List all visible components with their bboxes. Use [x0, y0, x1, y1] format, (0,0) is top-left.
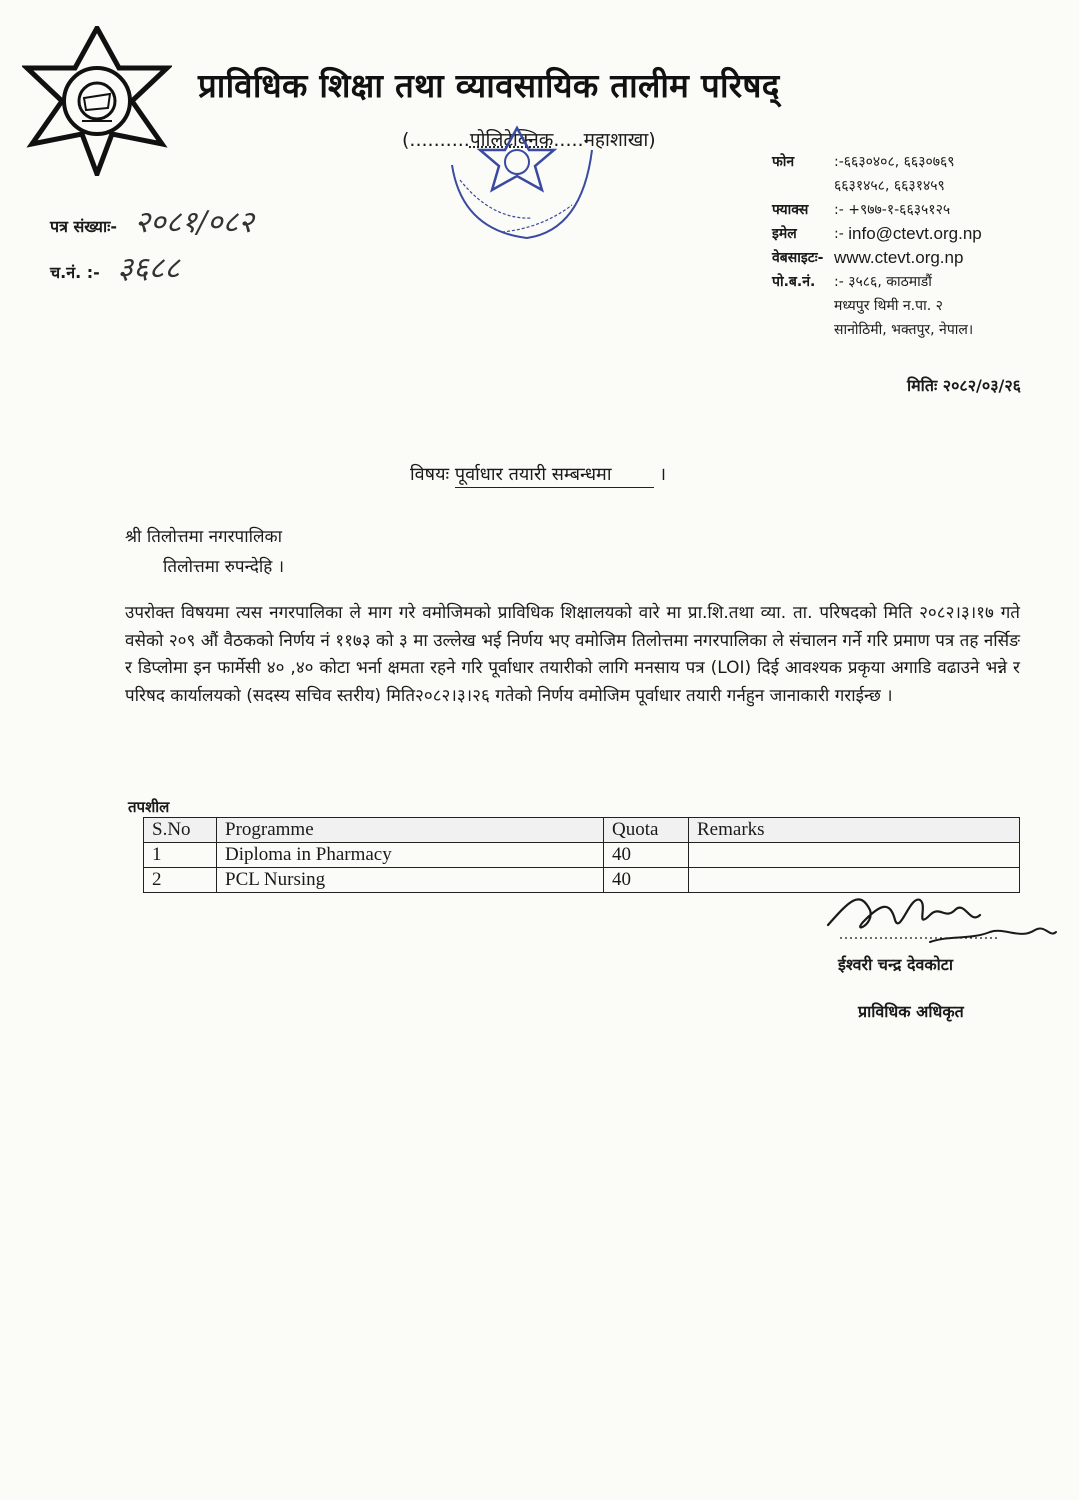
fax-label: फ्याक्स	[772, 202, 809, 218]
chalani-number-label: च.नं. :-	[50, 263, 100, 282]
phone-row-2	[772, 174, 982, 198]
details-label: तपशील	[128, 798, 170, 816]
phone-label: फोन	[772, 154, 795, 170]
header-sno: S.No	[144, 818, 217, 843]
cell-programme: PCL Nursing	[217, 868, 604, 893]
cell-quota: 40	[604, 868, 689, 893]
patra-sankhya-label: पत्र संख्याः-	[50, 217, 117, 236]
council-title: प्राविधिक शिक्षा तथा व्यावसायिक तालीम परिषद्	[198, 66, 780, 105]
ctevt-logo-emblem	[22, 26, 172, 176]
signatory-designation: प्राविधिक अधिकृत	[858, 1002, 964, 1021]
phone-row	[772, 150, 982, 174]
subject-text: पूर्वाधार तयारी सम्बन्धमा	[455, 464, 654, 488]
email-row	[772, 222, 982, 246]
email-label: इमेल	[772, 226, 797, 242]
fax-row	[772, 198, 982, 222]
address-row-2	[772, 318, 982, 342]
letter-body: उपरोक्त विषयमा त्यस नगरपालिका ले माग गरे वमोजिमको प्राविधिक शिक्षालयको वारे मा प्रा.शि.तथा व्या. ता. परिषदको मिति २०८२।३।१७ गते वसेको २०९ औं वैठकको निर्णय नं ११७३ को ३ मा उल्लेख भई निर्णय भए वमोजिम तिलोत्तमा नगरपालिका ले संचालन गर्ने गरि प्रमाण पत्र तह नर्सिङ र डिप्लोमा इन फार्मेसी ४० ,४० कोटा भर्ना क्षमता रहने गरि पूर्वाधार तयारीको लागि मनसाय पत्र (LOI) दिई आवश्यक प्रकृया अगाडि वढाउने भन्ने र परिषद कार्यालयको (सदस्य सचिव स्तरीय) मिति२०८२।३।२६ गतेको निर्णय वमोजिम पूर्वाधार तयारी गर्नहुन जानाकारी गराईन्छ ।	[125, 603, 1020, 706]
division-name: पोलिटेक्निक	[469, 129, 554, 151]
header-remarks: Remarks	[689, 818, 1020, 843]
chalani-number-row	[50, 246, 180, 287]
address-row-1	[772, 294, 982, 318]
pobox-value: :- ३५८६, काठमाडौं	[834, 274, 932, 290]
patra-sankhya-value: २०८१/०८२	[134, 205, 254, 240]
email-value: info@ctevt.org.np	[848, 224, 982, 243]
cell-programme: Diploma in Pharmacy	[217, 843, 604, 868]
chalani-number-value: ३६८८	[117, 251, 180, 286]
division-open: (..........	[402, 129, 470, 151]
website-row	[772, 246, 982, 270]
website-value: www.ctevt.org.np	[834, 248, 964, 267]
table-header-row	[144, 818, 1020, 843]
contact-block	[772, 150, 982, 342]
subject-end: ।	[659, 464, 667, 485]
email-sep: :-	[834, 226, 844, 242]
address-line-2: सानोठिमी, भक्तपुर, नेपाल।	[834, 322, 974, 338]
cell-sno: 1	[144, 843, 217, 868]
website-label: वेबसाइटः-	[772, 250, 824, 266]
subject-label: विषयः	[410, 464, 450, 485]
header-programme: Programme	[217, 818, 604, 843]
phone-line-1: :-६६३०४०८, ६६३०७६९	[834, 154, 955, 170]
phone-line-2: ६६३१४५८, ६६३१४५९	[834, 178, 945, 194]
patra-sankhya-row	[50, 200, 254, 241]
letter-date: मितिः २०८२/०३/२६	[906, 376, 1021, 395]
pobox-row	[772, 270, 982, 294]
signatory-name: ईश्वरी चन्द्र देवकोटा	[838, 955, 954, 974]
addressee-block	[125, 522, 284, 582]
subject-line	[410, 462, 666, 486]
fax-value: :- +९७७-१-६६३५१२५	[834, 202, 951, 218]
table-row	[144, 843, 1020, 868]
cell-quota: 40	[604, 843, 689, 868]
cell-sno: 2	[144, 868, 217, 893]
addressee-line-1: श्री तिलोत्तमा नगरपालिका	[125, 527, 282, 547]
addressee-line-2: तिलोत्तमा रुपन्देहि ।	[163, 557, 285, 577]
pobox-label: पो.ब.नं.	[772, 274, 816, 290]
address-line-1: मध्यपुर थिमी न.पा. २	[834, 298, 943, 314]
division-close: .....महाशाखा)	[553, 129, 656, 151]
header-quota: Quota	[604, 818, 689, 843]
office-seal-stamp	[432, 110, 602, 250]
cell-remarks	[689, 843, 1020, 868]
